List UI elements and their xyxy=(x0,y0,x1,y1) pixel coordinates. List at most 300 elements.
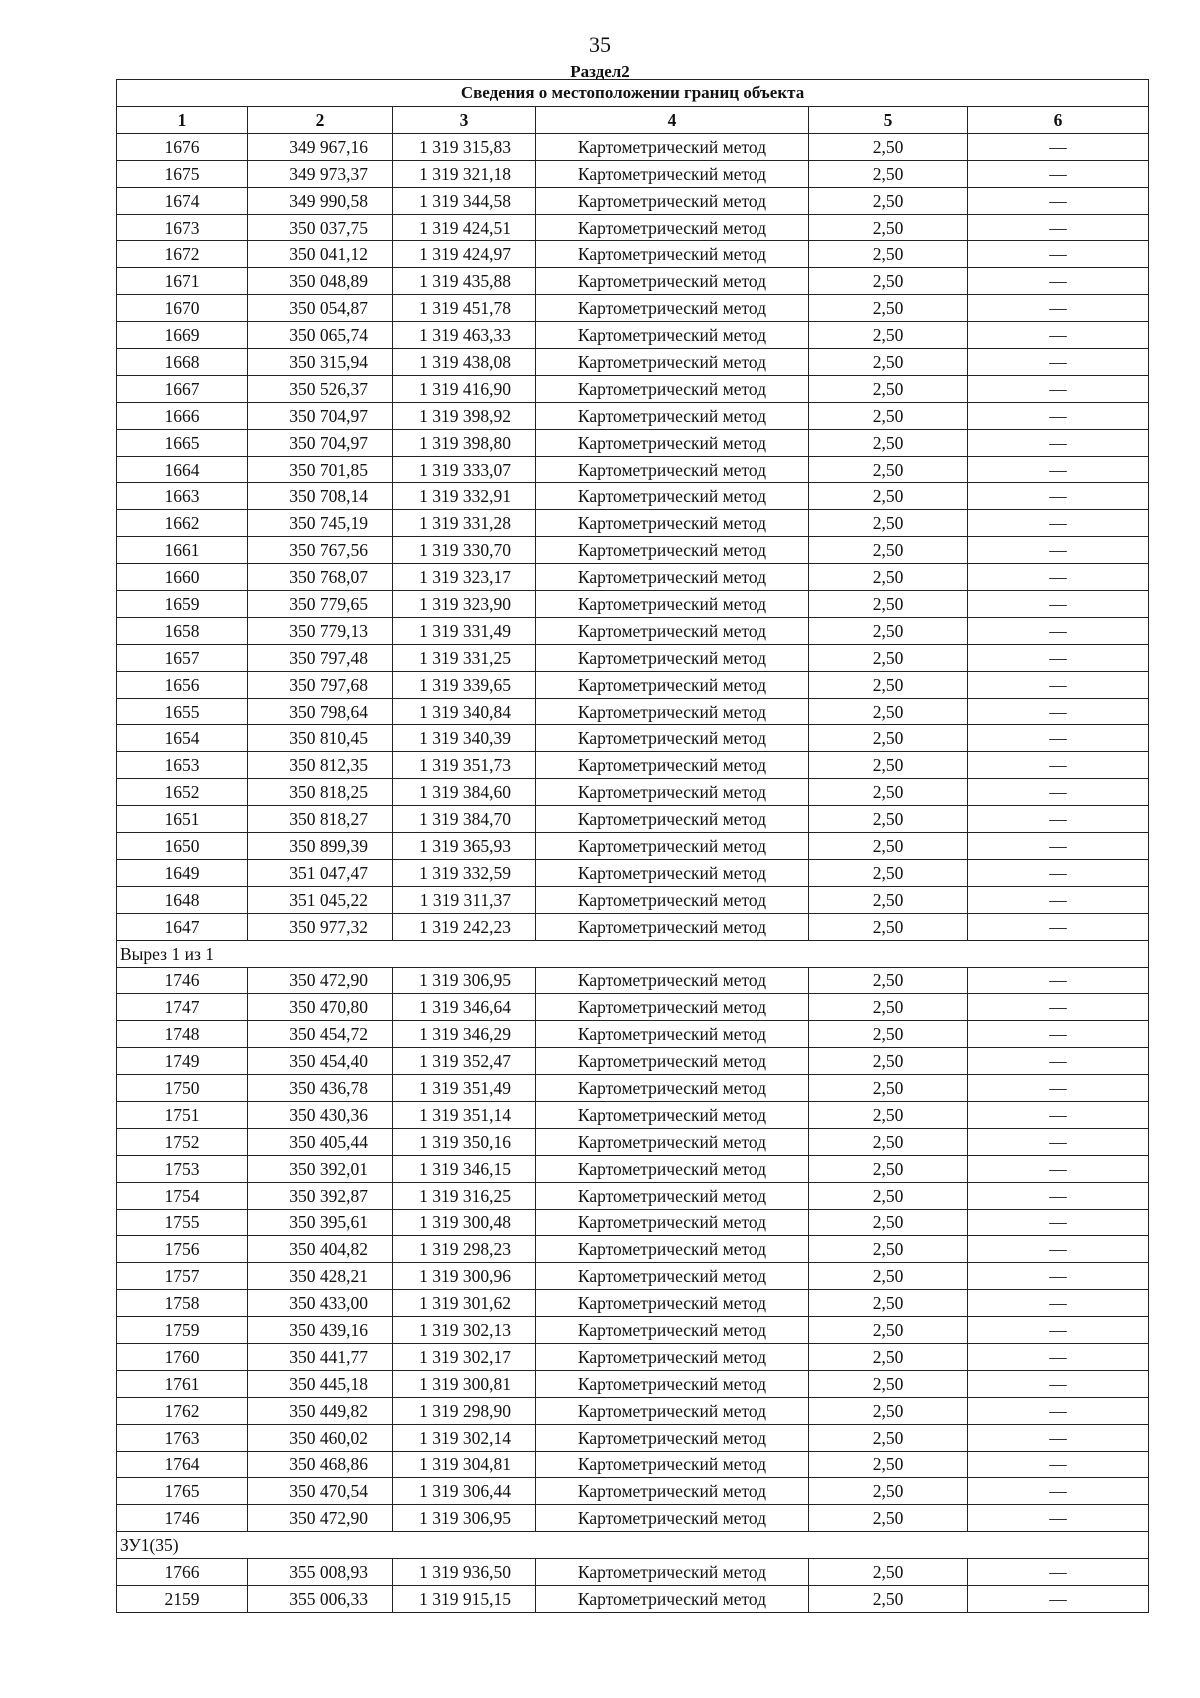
table-row xyxy=(117,1101,1149,1128)
y-coordinate-cell: 1 319 352,47 xyxy=(393,1048,536,1075)
x-coordinate-cell: 350 445,18 xyxy=(248,1370,393,1397)
point-number-cell: 1675 xyxy=(117,160,248,187)
table-row xyxy=(117,1128,1149,1155)
method-cell: Картометрический метод xyxy=(536,1290,809,1317)
accuracy-cell: 2,50 xyxy=(809,886,968,913)
description-cell: — xyxy=(968,1128,1149,1155)
point-number-cell: 1676 xyxy=(117,133,248,160)
method-cell: Картометрический метод xyxy=(536,1101,809,1128)
boundary-table xyxy=(116,79,1149,1613)
method-cell: Картометрический метод xyxy=(536,725,809,752)
point-number-cell: 1750 xyxy=(117,1075,248,1102)
column-header: 2 xyxy=(248,107,393,134)
y-coordinate-cell: 1 319 331,25 xyxy=(393,644,536,671)
x-coordinate-cell: 350 436,78 xyxy=(248,1075,393,1102)
method-cell: Картометрический метод xyxy=(536,1478,809,1505)
method-cell: Картометрический метод xyxy=(536,967,809,994)
point-number-cell: 1755 xyxy=(117,1209,248,1236)
point-number-cell: 1763 xyxy=(117,1424,248,1451)
x-coordinate-cell: 350 433,00 xyxy=(248,1290,393,1317)
y-coordinate-cell: 1 319 321,18 xyxy=(393,160,536,187)
table-row xyxy=(117,241,1149,268)
description-cell: — xyxy=(968,1478,1149,1505)
method-cell: Картометрический метод xyxy=(536,1182,809,1209)
table-row xyxy=(117,349,1149,376)
method-cell: Картометрический метод xyxy=(536,1236,809,1263)
x-coordinate-cell: 350 768,07 xyxy=(248,564,393,591)
table-row xyxy=(117,187,1149,214)
table-row xyxy=(117,859,1149,886)
x-coordinate-cell: 350 468,86 xyxy=(248,1451,393,1478)
y-coordinate-cell: 1 319 435,88 xyxy=(393,268,536,295)
point-number-cell: 1672 xyxy=(117,241,248,268)
accuracy-cell: 2,50 xyxy=(809,1290,968,1317)
point-number-cell: 1761 xyxy=(117,1370,248,1397)
x-coordinate-cell: 355 006,33 xyxy=(248,1585,393,1612)
y-coordinate-cell: 1 319 398,92 xyxy=(393,402,536,429)
y-coordinate-cell: 1 319 316,25 xyxy=(393,1182,536,1209)
column-header: 6 xyxy=(968,107,1149,134)
accuracy-cell: 2,50 xyxy=(809,1585,968,1612)
y-coordinate-cell: 1 319 301,62 xyxy=(393,1290,536,1317)
point-number-cell: 1666 xyxy=(117,402,248,429)
point-number-cell: 1762 xyxy=(117,1397,248,1424)
description-cell: — xyxy=(968,402,1149,429)
point-number-cell: 1765 xyxy=(117,1478,248,1505)
x-coordinate-cell: 350 065,74 xyxy=(248,322,393,349)
description-cell: — xyxy=(968,994,1149,1021)
x-coordinate-cell: 350 977,32 xyxy=(248,913,393,940)
x-coordinate-cell: 350 460,02 xyxy=(248,1424,393,1451)
x-coordinate-cell: 350 404,82 xyxy=(248,1236,393,1263)
accuracy-cell: 2,50 xyxy=(809,725,968,752)
table-row xyxy=(117,1343,1149,1370)
x-coordinate-cell: 350 472,90 xyxy=(248,1505,393,1532)
x-coordinate-cell: 350 315,94 xyxy=(248,349,393,376)
y-coordinate-cell: 1 319 344,58 xyxy=(393,187,536,214)
method-cell: Картометрический метод xyxy=(536,510,809,537)
y-coordinate-cell: 1 319 332,59 xyxy=(393,859,536,886)
group-header-row xyxy=(117,1532,1149,1559)
method-cell: Картометрический метод xyxy=(536,429,809,456)
description-cell: — xyxy=(968,1505,1149,1532)
accuracy-cell: 2,50 xyxy=(809,1343,968,1370)
accuracy-cell: 2,50 xyxy=(809,1370,968,1397)
accuracy-cell: 2,50 xyxy=(809,537,968,564)
point-number-cell: 1656 xyxy=(117,671,248,698)
page-number: 35 xyxy=(589,32,611,57)
x-coordinate-cell: 351 045,22 xyxy=(248,886,393,913)
y-coordinate-cell: 1 319 398,80 xyxy=(393,429,536,456)
point-number-cell: 1655 xyxy=(117,698,248,725)
method-cell: Картометрический метод xyxy=(536,1370,809,1397)
point-number-cell: 1759 xyxy=(117,1317,248,1344)
method-cell: Картометрический метод xyxy=(536,1424,809,1451)
accuracy-cell: 2,50 xyxy=(809,591,968,618)
table-row xyxy=(117,1451,1149,1478)
table-row xyxy=(117,214,1149,241)
accuracy-cell: 2,50 xyxy=(809,1209,968,1236)
method-cell: Картометрический метод xyxy=(536,268,809,295)
y-coordinate-cell: 1 319 302,13 xyxy=(393,1317,536,1344)
point-number-cell: 1664 xyxy=(117,456,248,483)
x-coordinate-cell: 350 441,77 xyxy=(248,1343,393,1370)
table-row xyxy=(117,1182,1149,1209)
description-cell: — xyxy=(968,1559,1149,1586)
table-row xyxy=(117,1370,1149,1397)
description-cell: — xyxy=(968,537,1149,564)
column-header: 5 xyxy=(809,107,968,134)
y-coordinate-cell: 1 319 340,84 xyxy=(393,698,536,725)
method-cell: Картометрический метод xyxy=(536,1021,809,1048)
description-cell: — xyxy=(968,429,1149,456)
table-row xyxy=(117,375,1149,402)
method-cell: Картометрический метод xyxy=(536,1451,809,1478)
x-coordinate-cell: 350 054,87 xyxy=(248,295,393,322)
table-row xyxy=(117,806,1149,833)
y-coordinate-cell: 1 319 315,83 xyxy=(393,133,536,160)
description-cell: — xyxy=(968,591,1149,618)
accuracy-cell: 2,50 xyxy=(809,187,968,214)
table-row xyxy=(117,160,1149,187)
description-cell: — xyxy=(968,214,1149,241)
y-coordinate-cell: 1 319 463,33 xyxy=(393,322,536,349)
accuracy-cell: 2,50 xyxy=(809,402,968,429)
description-cell: — xyxy=(968,1317,1149,1344)
description-cell: — xyxy=(968,617,1149,644)
x-coordinate-cell: 350 439,16 xyxy=(248,1317,393,1344)
description-cell: — xyxy=(968,644,1149,671)
table-row xyxy=(117,644,1149,671)
table-caption-row xyxy=(117,80,1149,107)
method-cell: Картометрический метод xyxy=(536,1397,809,1424)
method-cell: Картометрический метод xyxy=(536,1317,809,1344)
method-cell: Картометрический метод xyxy=(536,537,809,564)
table-row xyxy=(117,429,1149,456)
method-cell: Картометрический метод xyxy=(536,698,809,725)
description-cell: — xyxy=(968,859,1149,886)
description-cell: — xyxy=(968,268,1149,295)
method-cell: Картометрический метод xyxy=(536,591,809,618)
accuracy-cell: 2,50 xyxy=(809,1451,968,1478)
accuracy-cell: 2,50 xyxy=(809,967,968,994)
accuracy-cell: 2,50 xyxy=(809,698,968,725)
accuracy-cell: 2,50 xyxy=(809,214,968,241)
point-number-cell: 1653 xyxy=(117,752,248,779)
point-number-cell: 1659 xyxy=(117,591,248,618)
description-cell: — xyxy=(968,322,1149,349)
method-cell: Картометрический метод xyxy=(536,349,809,376)
description-cell: — xyxy=(968,671,1149,698)
description-cell: — xyxy=(968,725,1149,752)
description-cell: — xyxy=(968,160,1149,187)
y-coordinate-cell: 1 319 384,70 xyxy=(393,806,536,833)
x-coordinate-cell: 349 973,37 xyxy=(248,160,393,187)
x-coordinate-cell: 350 779,65 xyxy=(248,591,393,618)
description-cell: — xyxy=(968,133,1149,160)
y-coordinate-cell: 1 319 298,90 xyxy=(393,1397,536,1424)
y-coordinate-cell: 1 319 424,97 xyxy=(393,241,536,268)
description-cell: — xyxy=(968,1290,1149,1317)
method-cell: Картометрический метод xyxy=(536,617,809,644)
description-cell: — xyxy=(968,1209,1149,1236)
y-coordinate-cell: 1 319 300,96 xyxy=(393,1263,536,1290)
table-row xyxy=(117,779,1149,806)
point-number-cell: 1674 xyxy=(117,187,248,214)
x-coordinate-cell: 349 967,16 xyxy=(248,133,393,160)
y-coordinate-cell: 1 319 351,73 xyxy=(393,752,536,779)
point-number-cell: 1663 xyxy=(117,483,248,510)
description-cell: — xyxy=(968,1451,1149,1478)
point-number-cell: 1764 xyxy=(117,1451,248,1478)
x-coordinate-cell: 350 430,36 xyxy=(248,1101,393,1128)
x-coordinate-cell: 350 798,64 xyxy=(248,698,393,725)
method-cell: Картометрический метод xyxy=(536,1075,809,1102)
y-coordinate-cell: 1 319 331,49 xyxy=(393,617,536,644)
y-coordinate-cell: 1 319 365,93 xyxy=(393,833,536,860)
method-cell: Картометрический метод xyxy=(536,886,809,913)
y-coordinate-cell: 1 319 451,78 xyxy=(393,295,536,322)
description-cell: — xyxy=(968,456,1149,483)
accuracy-cell: 2,50 xyxy=(809,429,968,456)
description-cell: — xyxy=(968,913,1149,940)
point-number-cell: 1667 xyxy=(117,375,248,402)
y-coordinate-cell: 1 319 323,90 xyxy=(393,591,536,618)
column-header: 3 xyxy=(393,107,536,134)
description-cell: — xyxy=(968,1424,1149,1451)
table-row xyxy=(117,833,1149,860)
table-row xyxy=(117,1263,1149,1290)
method-cell: Картометрический метод xyxy=(536,160,809,187)
point-number-cell: 1746 xyxy=(117,1505,248,1532)
method-cell: Картометрический метод xyxy=(536,671,809,698)
accuracy-cell: 2,50 xyxy=(809,241,968,268)
x-coordinate-cell: 350 454,72 xyxy=(248,1021,393,1048)
y-coordinate-cell: 1 319 340,39 xyxy=(393,725,536,752)
point-number-cell: 1751 xyxy=(117,1101,248,1128)
accuracy-cell: 2,50 xyxy=(809,1559,968,1586)
description-cell: — xyxy=(968,1343,1149,1370)
x-coordinate-cell: 350 048,89 xyxy=(248,268,393,295)
y-coordinate-cell: 1 319 424,51 xyxy=(393,214,536,241)
group-header-row xyxy=(117,940,1149,967)
accuracy-cell: 2,50 xyxy=(809,1128,968,1155)
accuracy-cell: 2,50 xyxy=(809,1263,968,1290)
point-number-cell: 1747 xyxy=(117,994,248,1021)
y-coordinate-cell: 1 319 311,37 xyxy=(393,886,536,913)
method-cell: Картометрический метод xyxy=(536,833,809,860)
x-coordinate-cell: 350 704,97 xyxy=(248,429,393,456)
table-row xyxy=(117,295,1149,322)
description-cell: — xyxy=(968,1370,1149,1397)
y-coordinate-cell: 1 319 346,29 xyxy=(393,1021,536,1048)
description-cell: — xyxy=(968,1155,1149,1182)
y-coordinate-cell: 1 319 331,28 xyxy=(393,510,536,537)
x-coordinate-cell: 349 990,58 xyxy=(248,187,393,214)
table-row xyxy=(117,1424,1149,1451)
method-cell: Картометрический метод xyxy=(536,564,809,591)
x-coordinate-cell: 350 470,54 xyxy=(248,1478,393,1505)
x-coordinate-cell: 350 395,61 xyxy=(248,1209,393,1236)
method-cell: Картометрический метод xyxy=(536,1209,809,1236)
table-row xyxy=(117,1075,1149,1102)
table-row xyxy=(117,994,1149,1021)
table-caption: Сведения о местоположении границ объекта xyxy=(117,80,1149,107)
accuracy-cell: 2,50 xyxy=(809,1155,968,1182)
table-row xyxy=(117,967,1149,994)
point-number-cell: 1669 xyxy=(117,322,248,349)
point-number-cell: 1652 xyxy=(117,779,248,806)
accuracy-cell: 2,50 xyxy=(809,859,968,886)
y-coordinate-cell: 1 319 936,50 xyxy=(393,1559,536,1586)
accuracy-cell: 2,50 xyxy=(809,617,968,644)
y-coordinate-cell: 1 319 332,91 xyxy=(393,483,536,510)
point-number-cell: 1754 xyxy=(117,1182,248,1209)
table-row xyxy=(117,1505,1149,1532)
method-cell: Картометрический метод xyxy=(536,1505,809,1532)
y-coordinate-cell: 1 319 351,14 xyxy=(393,1101,536,1128)
y-coordinate-cell: 1 319 302,14 xyxy=(393,1424,536,1451)
x-coordinate-cell: 350 392,01 xyxy=(248,1155,393,1182)
accuracy-cell: 2,50 xyxy=(809,1048,968,1075)
x-coordinate-cell: 350 818,25 xyxy=(248,779,393,806)
point-number-cell: 1668 xyxy=(117,349,248,376)
x-coordinate-cell: 350 745,19 xyxy=(248,510,393,537)
y-coordinate-cell: 1 319 306,95 xyxy=(393,967,536,994)
table-row xyxy=(117,1317,1149,1344)
table-row xyxy=(117,1290,1149,1317)
point-number-cell: 1650 xyxy=(117,833,248,860)
accuracy-cell: 2,50 xyxy=(809,349,968,376)
method-cell: Картометрический метод xyxy=(536,1155,809,1182)
accuracy-cell: 2,50 xyxy=(809,1236,968,1263)
method-cell: Картометрический метод xyxy=(536,295,809,322)
description-cell: — xyxy=(968,349,1149,376)
point-number-cell: 1665 xyxy=(117,429,248,456)
accuracy-cell: 2,50 xyxy=(809,779,968,806)
description-cell: — xyxy=(968,967,1149,994)
section-title: Раздел2 xyxy=(570,62,630,81)
accuracy-cell: 2,50 xyxy=(809,456,968,483)
x-coordinate-cell: 350 405,44 xyxy=(248,1128,393,1155)
accuracy-cell: 2,50 xyxy=(809,564,968,591)
method-cell: Картометрический метод xyxy=(536,483,809,510)
x-coordinate-cell: 350 767,56 xyxy=(248,537,393,564)
x-coordinate-cell: 350 470,80 xyxy=(248,994,393,1021)
x-coordinate-cell: 350 797,48 xyxy=(248,644,393,671)
table-row xyxy=(117,886,1149,913)
table-row xyxy=(117,1478,1149,1505)
table-row xyxy=(117,1021,1149,1048)
accuracy-cell: 2,50 xyxy=(809,1397,968,1424)
x-coordinate-cell: 350 449,82 xyxy=(248,1397,393,1424)
point-number-cell: 1756 xyxy=(117,1236,248,1263)
table-row xyxy=(117,913,1149,940)
description-cell: — xyxy=(968,1021,1149,1048)
accuracy-cell: 2,50 xyxy=(809,1317,968,1344)
y-coordinate-cell: 1 319 346,15 xyxy=(393,1155,536,1182)
method-cell: Картометрический метод xyxy=(536,806,809,833)
x-coordinate-cell: 350 797,68 xyxy=(248,671,393,698)
point-number-cell: 1661 xyxy=(117,537,248,564)
method-cell: Картометрический метод xyxy=(536,913,809,940)
y-coordinate-cell: 1 319 323,17 xyxy=(393,564,536,591)
method-cell: Картометрический метод xyxy=(536,994,809,1021)
description-cell: — xyxy=(968,375,1149,402)
table-row xyxy=(117,456,1149,483)
x-coordinate-cell: 350 041,12 xyxy=(248,241,393,268)
table-row xyxy=(117,1236,1149,1263)
table-row xyxy=(117,671,1149,698)
accuracy-cell: 2,50 xyxy=(809,160,968,187)
method-cell: Картометрический метод xyxy=(536,1343,809,1370)
table-row xyxy=(117,133,1149,160)
description-cell: — xyxy=(968,510,1149,537)
point-number-cell: 1757 xyxy=(117,1263,248,1290)
description-cell: — xyxy=(968,1263,1149,1290)
point-number-cell: 1766 xyxy=(117,1559,248,1586)
accuracy-cell: 2,50 xyxy=(809,295,968,322)
method-cell: Картометрический метод xyxy=(536,456,809,483)
accuracy-cell: 2,50 xyxy=(809,375,968,402)
table-row xyxy=(117,268,1149,295)
table-row xyxy=(117,1048,1149,1075)
point-number-cell: 1648 xyxy=(117,886,248,913)
description-cell: — xyxy=(968,483,1149,510)
table-row xyxy=(117,1397,1149,1424)
point-number-cell: 1673 xyxy=(117,214,248,241)
x-coordinate-cell: 350 428,21 xyxy=(248,1263,393,1290)
table-row xyxy=(117,537,1149,564)
accuracy-cell: 2,50 xyxy=(809,510,968,537)
method-cell: Картометрический метод xyxy=(536,644,809,671)
column-header: 4 xyxy=(536,107,809,134)
y-coordinate-cell: 1 319 915,15 xyxy=(393,1585,536,1612)
description-cell: — xyxy=(968,886,1149,913)
method-cell: Картометрический метод xyxy=(536,375,809,402)
point-number-cell: 2159 xyxy=(117,1585,248,1612)
description-cell: — xyxy=(968,1075,1149,1102)
accuracy-cell: 2,50 xyxy=(809,1021,968,1048)
point-number-cell: 1649 xyxy=(117,859,248,886)
accuracy-cell: 2,50 xyxy=(809,1424,968,1451)
accuracy-cell: 2,50 xyxy=(809,1478,968,1505)
x-coordinate-cell: 350 708,14 xyxy=(248,483,393,510)
method-cell: Картометрический метод xyxy=(536,214,809,241)
x-coordinate-cell: 350 812,35 xyxy=(248,752,393,779)
method-cell: Картометрический метод xyxy=(536,1585,809,1612)
accuracy-cell: 2,50 xyxy=(809,1101,968,1128)
method-cell: Картометрический метод xyxy=(536,133,809,160)
x-coordinate-cell: 350 704,97 xyxy=(248,402,393,429)
description-cell: — xyxy=(968,1236,1149,1263)
table-row xyxy=(117,591,1149,618)
table-row xyxy=(117,752,1149,779)
y-coordinate-cell: 1 319 416,90 xyxy=(393,375,536,402)
y-coordinate-cell: 1 319 302,17 xyxy=(393,1343,536,1370)
accuracy-cell: 2,50 xyxy=(809,752,968,779)
point-number-cell: 1671 xyxy=(117,268,248,295)
table-row xyxy=(117,402,1149,429)
method-cell: Картометрический метод xyxy=(536,187,809,214)
y-coordinate-cell: 1 319 350,16 xyxy=(393,1128,536,1155)
description-cell: — xyxy=(968,1048,1149,1075)
method-cell: Картометрический метод xyxy=(536,1128,809,1155)
accuracy-cell: 2,50 xyxy=(809,913,968,940)
y-coordinate-cell: 1 319 300,81 xyxy=(393,1370,536,1397)
x-coordinate-cell: 350 472,90 xyxy=(248,967,393,994)
x-coordinate-cell: 350 392,87 xyxy=(248,1182,393,1209)
